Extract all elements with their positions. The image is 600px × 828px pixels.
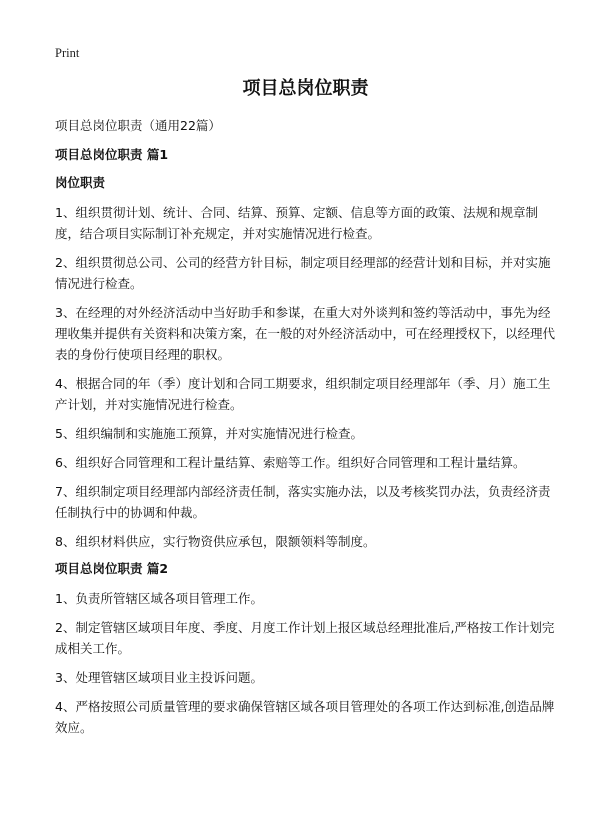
document-subtitle: 项目总岗位职责（通用22篇）: [55, 118, 221, 133]
page-title: 项目总岗位职责: [242, 78, 369, 99]
list-item: 2、组织贯彻总公司、公司的经营方针目标，制定项目经理部的经营计划和目标，并对实施情况进行检查。: [55, 255, 551, 291]
list-item: 2、制定管辖区域项目年度、季度、月度工作计划上报区域总经理批准后,严格按工作计划完成相关工作。: [55, 620, 555, 656]
list-item: 4、根据合同的年（季）度计划和合同工期要求，组织制定项目经理部年（季、月）施工生产计划，并对实施情况进行检查。: [55, 376, 551, 412]
print-link[interactable]: Print: [55, 46, 80, 60]
section-heading: 项目总岗位职责 篇2: [55, 561, 169, 576]
list-item: 6、组织好合同管理和工程计量结算、索赔等工作。组织好合同管理和工程计量结算。: [55, 455, 526, 470]
list-item: 1、负责所管辖区域各项目管理工作。: [55, 591, 263, 606]
list-item: 3、在经理的对外经济活动中当好助手和参谋，在重大对外谈判和签约等活动中，事先为经理收集并提供有关资料和决策方案，在一般的对外经济活动中，可在经理授权下，以经理代表的身份行使项目经理的职权。: [55, 305, 556, 362]
list-item: 8、组织材料供应，实行物资供应承包，限额领料等制度。: [55, 534, 376, 549]
section-1: [55, 146, 556, 552]
list-item: 7、组织制定项目经理部内部经济责任制，落实实施办法，以及考核奖罚办法，负责经济责任制执行中的协调和仲裁。: [55, 484, 551, 520]
list-item: 1、组织贯彻计划、统计、合同、结算、预算、定额、信息等方面的政策、法规和规章制度，结合项目实际制订补充规定，并对实施情况进行检查。: [55, 205, 538, 241]
section-2: [55, 560, 556, 738]
list-item: 3、处理管辖区域项目业主投诉问题。: [55, 670, 263, 685]
list-item: 5、组织编制和实施施工预算，并对实施情况进行检查。: [55, 426, 363, 441]
section-heading: 项目总岗位职责 篇1: [55, 147, 169, 162]
section-subheading: 岗位职责: [55, 175, 106, 190]
list-item: 4、严格按照公司质量管理的要求确保管辖区域各项目管理处的各项工作达到标准,创造品牌效应。: [55, 699, 555, 735]
